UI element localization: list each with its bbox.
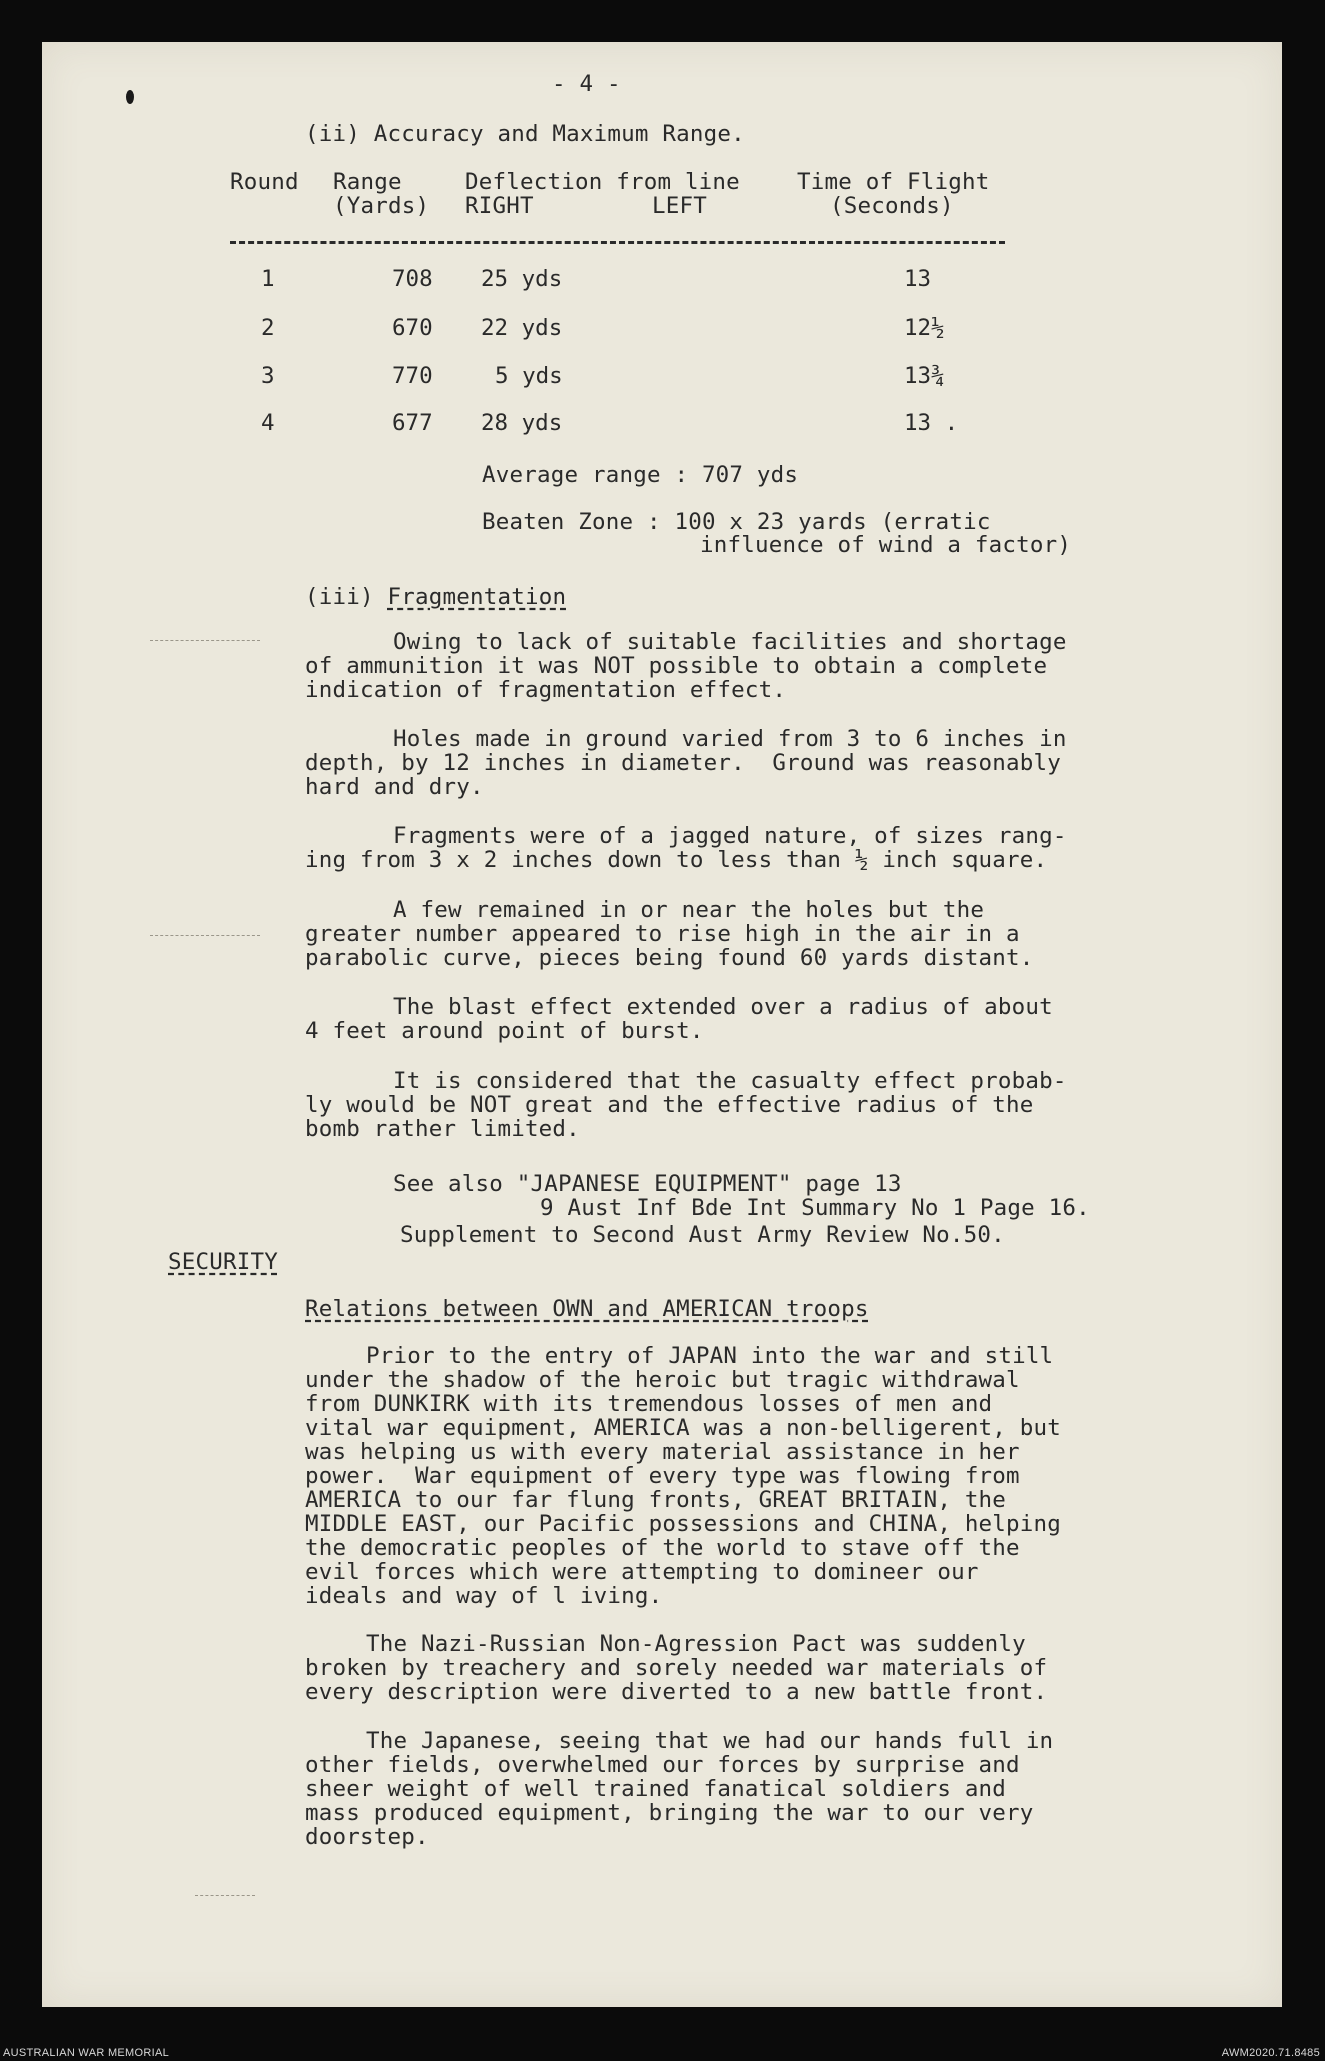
subheading-text: Relations between OWN and AMERICAN troops [305, 1296, 869, 1322]
table-rule [230, 241, 1005, 244]
header-range: Range [333, 169, 402, 195]
margin-mark [150, 640, 260, 641]
text-line: the democratic peoples of the world to stave off the [305, 1535, 1020, 1561]
average-range: Average range : 707 yds [482, 462, 799, 488]
text-line: power. War equipment of every type was flowing from [305, 1463, 1020, 1489]
text-line: 4 feet around point of burst. [305, 1018, 704, 1044]
text-line: indication of fragmentation effect. [305, 677, 787, 703]
cell-time: 13 . [904, 410, 959, 436]
footer-archive-name: AUSTRALIAN WAR MEMORIAL [3, 2047, 170, 2059]
header-round: Round [230, 169, 299, 195]
text-line: vital war equipment, AMERICA was a non-belligerent, but [305, 1415, 1062, 1441]
text-line: ly would be NOT great and the effective radius of the [305, 1092, 1034, 1118]
beaten-zone-line-2: influence of wind a factor) [700, 532, 1072, 558]
text-line: It is considered that the casualty effect probab- [393, 1068, 1067, 1094]
text-line: was helping us with every material assistance in her [305, 1439, 1020, 1465]
text-line: evil forces which were attempting to domineer our [305, 1559, 979, 1585]
header-range-unit: (Yards) [333, 193, 430, 219]
cell-deflection: 28 yds [481, 410, 563, 436]
reference-3: Supplement to Second Aust Army Review No.50. [400, 1222, 1005, 1248]
text-line: The Japanese, seeing that we had our hands full in [366, 1728, 1054, 1754]
text-line: other fields, overwhelmed our forces by surprise and [305, 1752, 1020, 1778]
text-line: greater number appeared to rise high in the air in a [305, 921, 1020, 947]
fragmentation-heading [305, 585, 566, 609]
security-margin-heading [168, 1250, 278, 1274]
text-line: of ammunition it was NOT possible to obtain a complete [305, 653, 1048, 679]
heading-number: (iii) [305, 584, 388, 610]
heading-title: Fragmentation [387, 584, 567, 610]
cell-range: 770 [392, 363, 433, 389]
cell-round: 1 [261, 266, 275, 292]
cell-range: 708 [392, 266, 433, 292]
text-line: Holes made in ground varied from 3 to 6 inches in [393, 726, 1067, 752]
text-line: sheer weight of well trained fanatical soldiers and [305, 1776, 1007, 1802]
text-line: Fragments were of a jagged nature, of sizes rang- [393, 823, 1067, 849]
section-heading: (ii) Accuracy and Maximum Range. [305, 121, 745, 147]
cell-range: 677 [392, 410, 433, 436]
header-time-unit: (Seconds) [830, 193, 954, 219]
cell-deflection: 22 yds [481, 315, 563, 341]
margin-mark [150, 935, 260, 936]
header-time: Time of Flight [797, 169, 990, 195]
header-deflection-right: RIGHT [465, 193, 534, 219]
cell-time: 13¾ [904, 363, 945, 389]
text-line: parabolic curve, pieces being found 60 yards distant. [305, 945, 1034, 971]
cell-deflection: 5 yds [495, 363, 563, 389]
security-label: SECURITY [168, 1249, 278, 1275]
text-line: ing from 3 x 2 inches down to less than ½ inch square. [305, 847, 1048, 873]
text-line: Prior to the entry of JAPAN into the war and still [366, 1343, 1054, 1369]
cell-round: 3 [261, 363, 275, 389]
text-line: every description were diverted to a new battle front. [305, 1679, 1048, 1705]
security-subheading [305, 1297, 869, 1321]
text-line: A few remained in or near the holes but the [393, 897, 985, 923]
cell-range: 670 [392, 315, 433, 341]
margin-mark [195, 1895, 255, 1896]
text-line: under the shadow of the heroic but tragic withdrawal [305, 1367, 1020, 1393]
text-line: broken by treachery and sorely needed war materials of [305, 1655, 1048, 1681]
text-line: mass produced equipment, bringing the war to our very [305, 1800, 1034, 1826]
page-number: - 4 - [552, 71, 621, 97]
text-line: doorstep. [305, 1824, 429, 1850]
text-line: The blast effect extended over a radius of about [393, 994, 1053, 1020]
punch-mark [126, 90, 134, 104]
cell-time: 13 [904, 266, 932, 292]
cell-round: 4 [261, 410, 275, 436]
beaten-zone-line-1: Beaten Zone : 100 x 23 yards (erratic [482, 509, 991, 535]
cell-round: 2 [261, 315, 275, 341]
cell-time: 12½ [904, 315, 945, 341]
text-line: depth, by 12 inches in diameter. Ground was reasonably [305, 750, 1062, 776]
header-deflection: Deflection from line [465, 169, 740, 195]
text-line: AMERICA to our far flung fronts, GREAT BRITAIN, the [305, 1487, 1007, 1513]
text-line: Owing to lack of suitable facilities and shortage [393, 629, 1067, 655]
reference-2: 9 Aust Inf Bde Int Summary No 1 Page 16. [540, 1195, 1090, 1221]
header-deflection-left: LEFT [652, 193, 707, 219]
reference-1: See also "JAPANESE EQUIPMENT" page 13 [393, 1171, 902, 1197]
text-line: from DUNKIRK with its tremendous losses of men and [305, 1391, 993, 1417]
text-line: hard and dry. [305, 774, 484, 800]
text-line: The Nazi-Russian Non-Agression Pact was suddenly [366, 1631, 1026, 1657]
footer-accession-number: AWM2020.71.8485 [1221, 2047, 1320, 2059]
cell-deflection: 25 yds [481, 266, 563, 292]
text-line: bomb rather limited. [305, 1116, 580, 1142]
text-line: ideals and way of l iving. [305, 1583, 663, 1609]
text-line: MIDDLE EAST, our Pacific possessions and CHINA, helping [305, 1511, 1062, 1537]
